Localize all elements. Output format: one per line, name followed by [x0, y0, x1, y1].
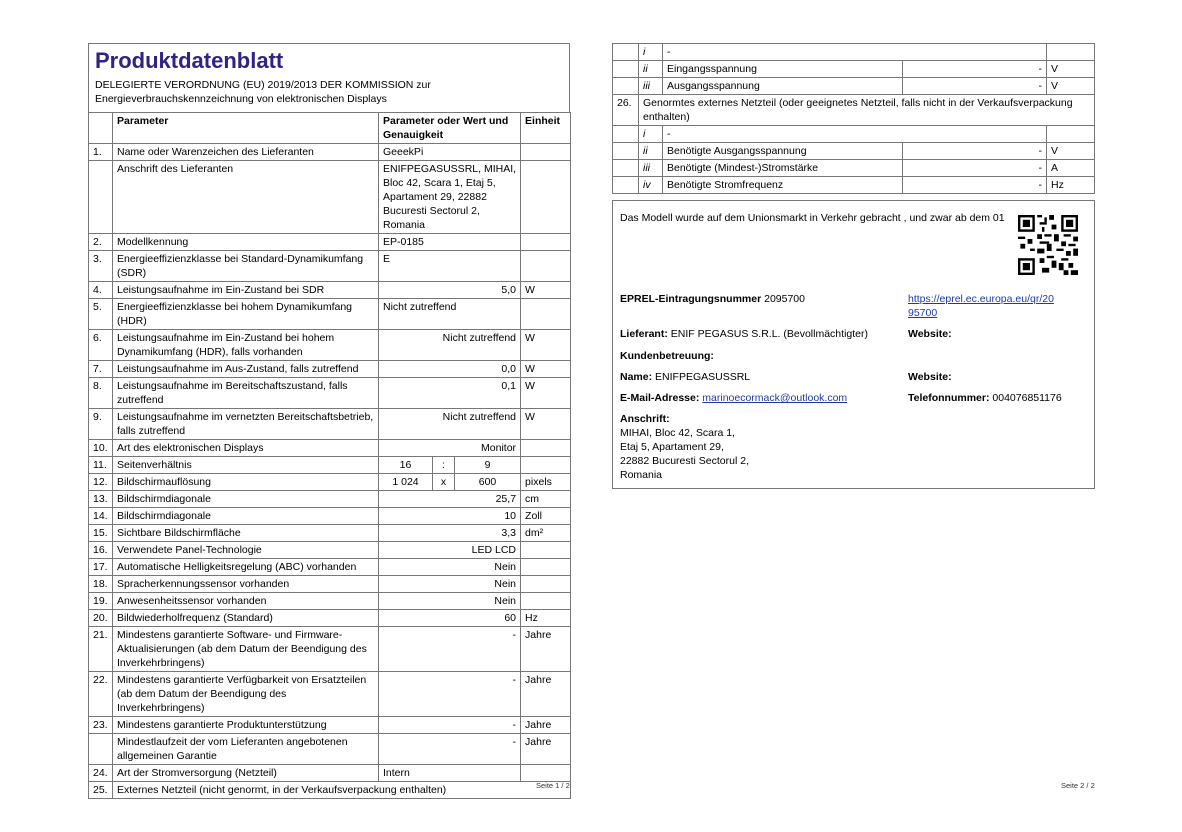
- table-row: 24. Art der Stromversorgung (Netzteil) Intern: [89, 765, 571, 782]
- table-row: 10. Art des elektronischen Displays Monitor: [89, 440, 571, 457]
- header-parameter: Parameter: [113, 113, 379, 144]
- header-value: Parameter oder Wert und Genauigkeit: [379, 113, 521, 144]
- phone-value: 004076851176: [992, 392, 1062, 404]
- table-row: 9. Leistungsaufnahme im vernetzten Bereitschaftsbetrieb, falls zutreffend Nicht zutreffend W: [89, 409, 571, 440]
- eprel-info-box: [612, 200, 1095, 489]
- subtitle-line-1: DELEGIERTE VERORDNUNG (EU) 2019/2013 DER KOMMISSION zur: [95, 79, 431, 91]
- table-row: 17. Automatische Helligkeitsregelung (ABC) vorhanden Nein: [89, 559, 571, 576]
- table-row: ii Benötigte Ausgangsspannung - V: [613, 143, 1095, 160]
- table-row: 4. Leistungsaufnahme im Ein-Zustand bei SDR 5,0 W: [89, 282, 571, 299]
- address-label: Anschrift:: [620, 413, 670, 425]
- table-row: 23. Mindestens garantierte Produktunterstützung - Jahre: [89, 717, 571, 734]
- table-row: 18. Spracherkennungssensor vorhanden Nein: [89, 576, 571, 593]
- table-row: i -: [613, 126, 1095, 143]
- phone-label: Telefonnummer:: [908, 392, 990, 404]
- page-title: Produktdatenblatt: [95, 48, 284, 73]
- website-label-2: Website:: [908, 371, 952, 383]
- subtitle-line-2: Energieverbrauchskennzeichnung von elektronischen Displays: [95, 93, 387, 105]
- qr-code-icon: [1018, 215, 1078, 275]
- table-row: 21. Mindestens garantierte Software- und Firmware-Aktualisierungen (ab dem Datum der Beendigung des Inverkehrbringens) - Jahre: [89, 627, 571, 672]
- table-row: 6. Leistungsaufnahme im Ein-Zustand bei hohem Dynamikumfang (HDR), falls vorhanden Nicht zutreffend W: [89, 330, 571, 361]
- table-row: iii Benötigte (Mindest-)Stromstärke - A: [613, 160, 1095, 177]
- market-text: Das Modell wurde auf dem Unionsmarkt in Verkehr gebracht , und zwar ab dem 01: [620, 212, 1005, 224]
- table-row: 13. Bildschirmdiagonale 25,7 cm: [89, 491, 571, 508]
- table-row: 26. Genormtes externes Netzteil (oder geeignetes Netzteil, falls nicht in der Verkaufsverpackung enthalten): [613, 95, 1095, 126]
- table-row: 12. Bildschirmauflösung 1 024 x 600 pixels: [89, 474, 571, 491]
- table-row: 25. Externes Netzteil (nicht genormt, in der Verkaufsverpackung enthalten): [89, 782, 571, 799]
- table-row: 14. Bildschirmdiagonale 10 Zoll: [89, 508, 571, 525]
- support-label: Kundenbetreuung:: [620, 350, 714, 362]
- page-1-footer: Seite 1 / 2: [536, 781, 570, 790]
- table-row: 3. Energieeffizienzklasse bei Standard-Dynamikumfang (SDR) E: [89, 251, 571, 282]
- name-value: ENIFPEGASUSSRL: [655, 371, 751, 383]
- table-row: iii Ausgangsspannung - V: [613, 78, 1095, 95]
- page-2-footer: Seite 2 / 2: [1061, 781, 1095, 790]
- power-supply-table: [612, 43, 1095, 194]
- address-block: Anschrift: MIHAI, Bloc 42, Scara 1, Etaj 5, Apartament 29, 22882 Bucuresti Sectorul 2, Romania: [620, 413, 749, 481]
- eprel-number: 2095700: [764, 293, 805, 305]
- table-row: ii Eingangsspannung - V: [613, 61, 1095, 78]
- header-unit: Einheit: [521, 113, 571, 144]
- table-row: 1. Name oder Warenzeichen des Lieferanten GeeekPi: [89, 144, 571, 161]
- sheet-header: [88, 43, 570, 112]
- supplier-value: ENIF PEGASUS S.R.L. (Bevollmächtigter): [670, 328, 868, 340]
- table-row: 2. Modellkennung EP-0185: [89, 234, 571, 251]
- table-row: i -: [613, 44, 1095, 61]
- email-label: E-Mail-Adresse:: [620, 392, 700, 404]
- table-row: 15. Sichtbare Bildschirmfläche 3,3 dm²: [89, 525, 571, 542]
- page-2: [612, 43, 1095, 194]
- email-link[interactable]: marinoecormack@outlook.com: [702, 392, 848, 404]
- supplier-label: Lieferant:: [620, 328, 668, 340]
- table-row: 8. Leistungsaufnahme im Bereitschaftszustand, falls zutreffend 0,1 W: [89, 378, 571, 409]
- table-row: 5. Energieeffizienzklasse bei hohem Dynamikumfang (HDR) Nicht zutreffend: [89, 299, 571, 330]
- table-row: iv Benötigte Stromfrequenz - Hz: [613, 177, 1095, 194]
- table-row: Anschrift des Lieferanten ENIFPEGASUSSRL, MIHAI, Bloc 42, Scara 1, Etaj 5, Apartament 29, 22882 Bucuresti Sectorul 2, Romania: [89, 161, 571, 234]
- eprel-label: EPREL-Eintragungsnummer: [620, 293, 762, 305]
- eprel-link[interactable]: https://eprel.ec.europa.eu/qr/20 95700: [908, 293, 1054, 319]
- table-row: 19. Anwesenheitssensor vorhanden Nein: [89, 593, 571, 610]
- name-label: Name:: [620, 371, 653, 383]
- website-label-1: Website:: [908, 328, 952, 340]
- table-row: 7. Leistungsaufnahme im Aus-Zustand, falls zutreffend 0,0 W: [89, 361, 571, 378]
- table-row: 16. Verwendete Panel-Technologie LED LCD: [89, 542, 571, 559]
- table-header-row: [89, 113, 571, 144]
- table-row: 20. Bildwiederholfrequenz (Standard) 60 Hz: [89, 610, 571, 627]
- product-data-table: [88, 112, 571, 799]
- table-row: 22. Mindestens garantierte Verfügbarkeit von Ersatzteilen (ab dem Datum der Beendigung des Inverkehrbringens) - Jahre: [89, 672, 571, 717]
- table-row: Mindestlaufzeit der vom Lieferanten angebotenen allgemeinen Garantie - Jahre: [89, 734, 571, 765]
- table-row: 11. Seitenverhältnis 16 : 9: [89, 457, 571, 474]
- page-1: [88, 43, 570, 799]
